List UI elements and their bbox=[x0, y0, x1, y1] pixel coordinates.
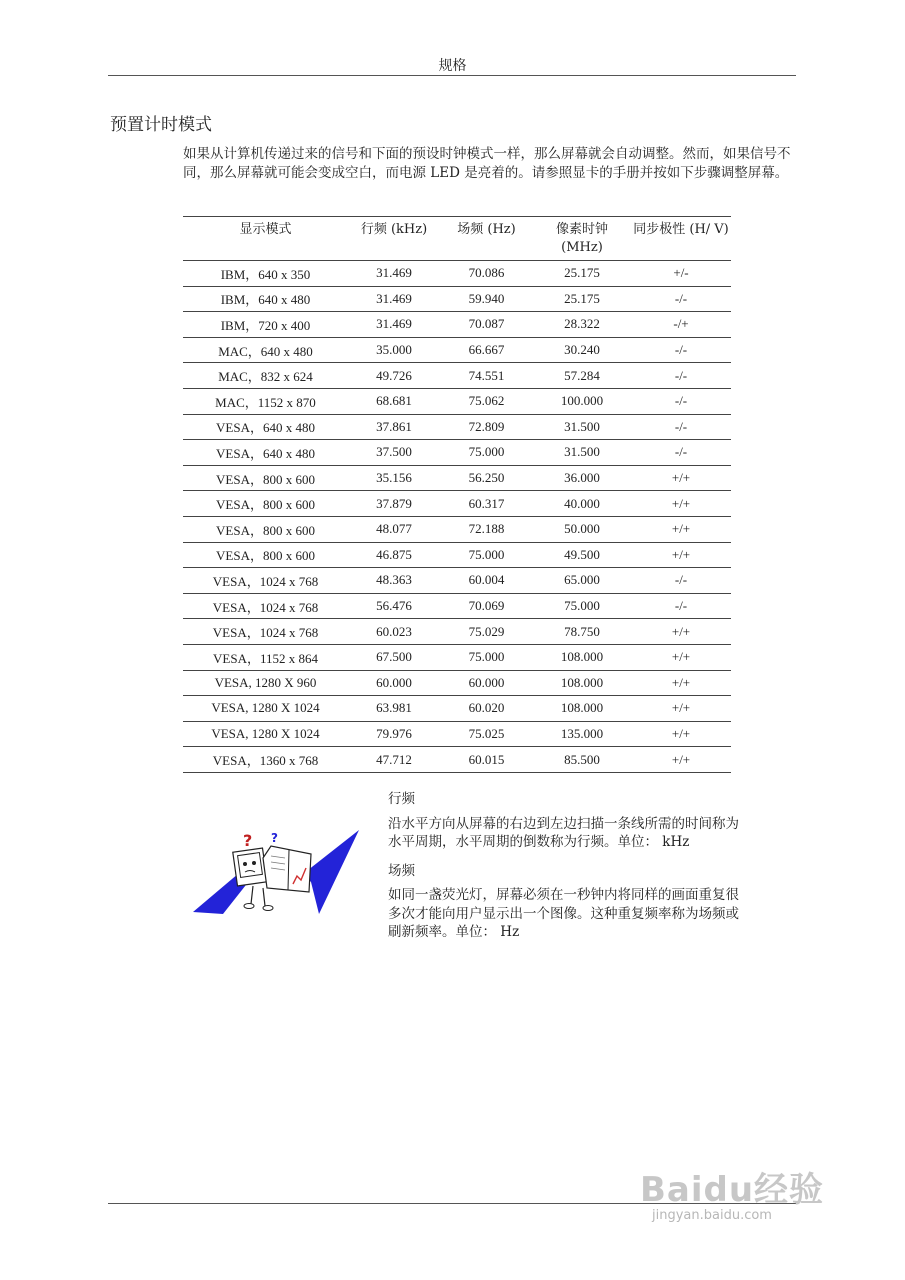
cell-mode: VESA，1152 x 864 bbox=[183, 644, 348, 670]
cell-mode: MAC，1152 x 870 bbox=[183, 388, 348, 414]
cell-vfreq: 60.020 bbox=[440, 696, 533, 722]
baidu-logo: Baidu经验 bbox=[640, 1170, 825, 1210]
cell-hfreq: 37.879 bbox=[348, 491, 440, 517]
table-row bbox=[183, 388, 731, 414]
cell-sync: +/+ bbox=[631, 542, 731, 568]
cell-sync: +/+ bbox=[631, 721, 731, 747]
col-header-pixel-clock bbox=[533, 217, 631, 261]
cell-vfreq: 70.069 bbox=[440, 593, 533, 619]
table-row bbox=[183, 414, 731, 440]
cell-pixel-clock: 100.000 bbox=[533, 388, 631, 414]
table-row bbox=[183, 337, 731, 363]
cell-hfreq: 60.000 bbox=[348, 670, 440, 696]
cell-hfreq: 63.981 bbox=[348, 696, 440, 722]
cell-hfreq: 79.976 bbox=[348, 721, 440, 747]
cell-mode: VESA, 1280 X 960 bbox=[183, 670, 348, 696]
cell-mode: MAC，832 x 624 bbox=[183, 363, 348, 389]
pixel-clock-unit: (MHz) bbox=[561, 240, 603, 255]
cell-hfreq: 46.875 bbox=[348, 542, 440, 568]
cell-vfreq: 70.087 bbox=[440, 312, 533, 338]
cell-sync: +/+ bbox=[631, 491, 731, 517]
cell-pixel-clock: 108.000 bbox=[533, 696, 631, 722]
confused-monitor-book-icon bbox=[193, 828, 359, 914]
table-row bbox=[183, 670, 731, 696]
cell-vfreq: 56.250 bbox=[440, 465, 533, 491]
cell-vfreq: 60.015 bbox=[440, 747, 533, 773]
cell-pixel-clock: 108.000 bbox=[533, 670, 631, 696]
timing-mode-table bbox=[183, 216, 731, 773]
col-header-mode: 显示模式 bbox=[183, 217, 348, 261]
cell-hfreq: 37.861 bbox=[348, 414, 440, 440]
col-header-sync-polarity: 同步极性 (H/ V) bbox=[631, 217, 731, 261]
cell-pixel-clock: 57.284 bbox=[533, 363, 631, 389]
cell-vfreq: 75.000 bbox=[440, 542, 533, 568]
table-row bbox=[183, 261, 731, 287]
cell-pixel-clock: 49.500 bbox=[533, 542, 631, 568]
table-row bbox=[183, 542, 731, 568]
cell-vfreq: 75.029 bbox=[440, 619, 533, 645]
cell-mode: VESA，1024 x 768 bbox=[183, 593, 348, 619]
cell-pixel-clock: 25.175 bbox=[533, 286, 631, 312]
cell-pixel-clock: 65.000 bbox=[533, 568, 631, 594]
cell-sync: +/- bbox=[631, 261, 731, 287]
cell-mode: VESA，640 x 480 bbox=[183, 414, 348, 440]
cell-mode: VESA, 1280 X 1024 bbox=[183, 696, 348, 722]
cell-vfreq: 75.062 bbox=[440, 388, 533, 414]
svg-text:?: ? bbox=[243, 831, 253, 850]
table-row bbox=[183, 721, 731, 747]
cell-mode: IBM，640 x 350 bbox=[183, 261, 348, 287]
cell-sync: +/+ bbox=[631, 747, 731, 773]
cell-vfreq: 72.188 bbox=[440, 516, 533, 542]
cell-hfreq: 35.156 bbox=[348, 465, 440, 491]
cell-sync: -/- bbox=[631, 414, 731, 440]
cell-hfreq: 37.500 bbox=[348, 440, 440, 466]
cell-mode: VESA，800 x 600 bbox=[183, 465, 348, 491]
cell-sync: +/+ bbox=[631, 696, 731, 722]
cell-mode: VESA，1024 x 768 bbox=[183, 568, 348, 594]
cell-sync: +/+ bbox=[631, 465, 731, 491]
table-row bbox=[183, 696, 731, 722]
cell-pixel-clock: 85.500 bbox=[533, 747, 631, 773]
cell-pixel-clock: 78.750 bbox=[533, 619, 631, 645]
table-body bbox=[183, 261, 731, 773]
table-row bbox=[183, 747, 731, 773]
cell-hfreq: 60.023 bbox=[348, 619, 440, 645]
cell-pixel-clock: 30.240 bbox=[533, 337, 631, 363]
table-row bbox=[183, 644, 731, 670]
cell-sync: -/+ bbox=[631, 312, 731, 338]
cell-vfreq: 60.000 bbox=[440, 670, 533, 696]
cell-pixel-clock: 75.000 bbox=[533, 593, 631, 619]
table-row bbox=[183, 491, 731, 517]
cell-mode: VESA，800 x 600 bbox=[183, 516, 348, 542]
table-row bbox=[183, 286, 731, 312]
cell-sync: -/- bbox=[631, 593, 731, 619]
cell-vfreq: 70.086 bbox=[440, 261, 533, 287]
intro-paragraph: 如果从计算机传递过来的信号和下面的预设时钟模式一样，那么屏幕就会自动调整。然而，如果信号不同，那么屏幕就可能会变成空白，而电源 LED 是亮着的。请参照显卡的手册并按如下步骤调整屏幕。 bbox=[183, 146, 791, 181]
cell-pixel-clock: 25.175 bbox=[533, 261, 631, 287]
cell-vfreq: 72.809 bbox=[440, 414, 533, 440]
cell-vfreq: 75.025 bbox=[440, 721, 533, 747]
table-header-row bbox=[183, 217, 731, 261]
cell-mode: VESA，640 x 480 bbox=[183, 440, 348, 466]
cell-mode: IBM，640 x 480 bbox=[183, 286, 348, 312]
table-row bbox=[183, 440, 731, 466]
cell-sync: -/- bbox=[631, 286, 731, 312]
section-title: 预置计时模式 bbox=[110, 115, 212, 135]
cell-pixel-clock: 28.322 bbox=[533, 312, 631, 338]
term-notes bbox=[388, 790, 740, 952]
table-row bbox=[183, 363, 731, 389]
cell-hfreq: 47.712 bbox=[348, 747, 440, 773]
cell-hfreq: 68.681 bbox=[348, 388, 440, 414]
cell-pixel-clock: 40.000 bbox=[533, 491, 631, 517]
cell-vfreq: 60.317 bbox=[440, 491, 533, 517]
pixel-clock-label: 像素时钟 bbox=[555, 222, 608, 237]
cell-vfreq: 59.940 bbox=[440, 286, 533, 312]
cell-hfreq: 56.476 bbox=[348, 593, 440, 619]
cell-pixel-clock: 31.500 bbox=[533, 414, 631, 440]
vfreq-description: 如同一盏荧光灯，屏幕必须在一秒钟内将同样的画面重复很多次才能向用户显示出一个图像。这种重复频率称为场频或刷新频率。单位： Hz bbox=[388, 887, 739, 940]
col-header-hfreq: 行频 (kHz) bbox=[348, 217, 440, 261]
cell-hfreq: 67.500 bbox=[348, 644, 440, 670]
cell-hfreq: 31.469 bbox=[348, 261, 440, 287]
hfreq-term: 行频 bbox=[388, 791, 415, 807]
baidu-watermark bbox=[640, 1150, 880, 1230]
cell-vfreq: 66.667 bbox=[440, 337, 533, 363]
cell-sync: +/+ bbox=[631, 619, 731, 645]
cell-sync: +/+ bbox=[631, 644, 731, 670]
cell-hfreq: 48.363 bbox=[348, 568, 440, 594]
cell-mode: VESA，1024 x 768 bbox=[183, 619, 348, 645]
cell-mode: VESA，800 x 600 bbox=[183, 491, 348, 517]
cell-sync: -/- bbox=[631, 388, 731, 414]
table-row bbox=[183, 312, 731, 338]
cell-mode: VESA，1360 x 768 bbox=[183, 747, 348, 773]
cell-vfreq: 75.000 bbox=[440, 440, 533, 466]
table-row bbox=[183, 593, 731, 619]
cell-pixel-clock: 31.500 bbox=[533, 440, 631, 466]
cell-vfreq: 60.004 bbox=[440, 568, 533, 594]
cell-vfreq: 75.000 bbox=[440, 644, 533, 670]
table-row bbox=[183, 465, 731, 491]
page-header-title: 规格 bbox=[438, 58, 467, 74]
cell-sync: -/- bbox=[631, 440, 731, 466]
table-row bbox=[183, 516, 731, 542]
cell-hfreq: 31.469 bbox=[348, 312, 440, 338]
header-divider bbox=[108, 75, 796, 76]
hfreq-description: 沿水平方向从屏幕的右边到左边扫描一条线所需的时间称为水平周期，水平周期的倒数称为行频。单位： kHz bbox=[388, 815, 739, 850]
cell-sync: -/- bbox=[631, 568, 731, 594]
cell-mode: VESA, 1280 X 1024 bbox=[183, 721, 348, 747]
cell-hfreq: 35.000 bbox=[348, 337, 440, 363]
cell-mode: MAC，640 x 480 bbox=[183, 337, 348, 363]
cell-pixel-clock: 36.000 bbox=[533, 465, 631, 491]
vfreq-term: 场频 bbox=[388, 862, 415, 879]
cell-sync: -/- bbox=[631, 363, 731, 389]
col-header-vfreq: 场频 (Hz) bbox=[440, 217, 533, 261]
table-row bbox=[183, 568, 731, 594]
cell-sync: -/- bbox=[631, 337, 731, 363]
cell-hfreq: 49.726 bbox=[348, 363, 440, 389]
cell-hfreq: 48.077 bbox=[348, 516, 440, 542]
cell-pixel-clock: 108.000 bbox=[533, 644, 631, 670]
table-row bbox=[183, 619, 731, 645]
cell-pixel-clock: 135.000 bbox=[533, 721, 631, 747]
cell-mode: IBM，720 x 400 bbox=[183, 312, 348, 338]
cell-pixel-clock: 50.000 bbox=[533, 516, 631, 542]
cell-sync: +/+ bbox=[631, 670, 731, 696]
cell-vfreq: 74.551 bbox=[440, 363, 533, 389]
cell-sync: +/+ bbox=[631, 516, 731, 542]
baidu-url: jingyan.baidu.com bbox=[652, 1208, 772, 1223]
cell-hfreq: 31.469 bbox=[348, 286, 440, 312]
cell-mode: VESA，800 x 600 bbox=[183, 542, 348, 568]
svg-text:?: ? bbox=[271, 831, 278, 845]
